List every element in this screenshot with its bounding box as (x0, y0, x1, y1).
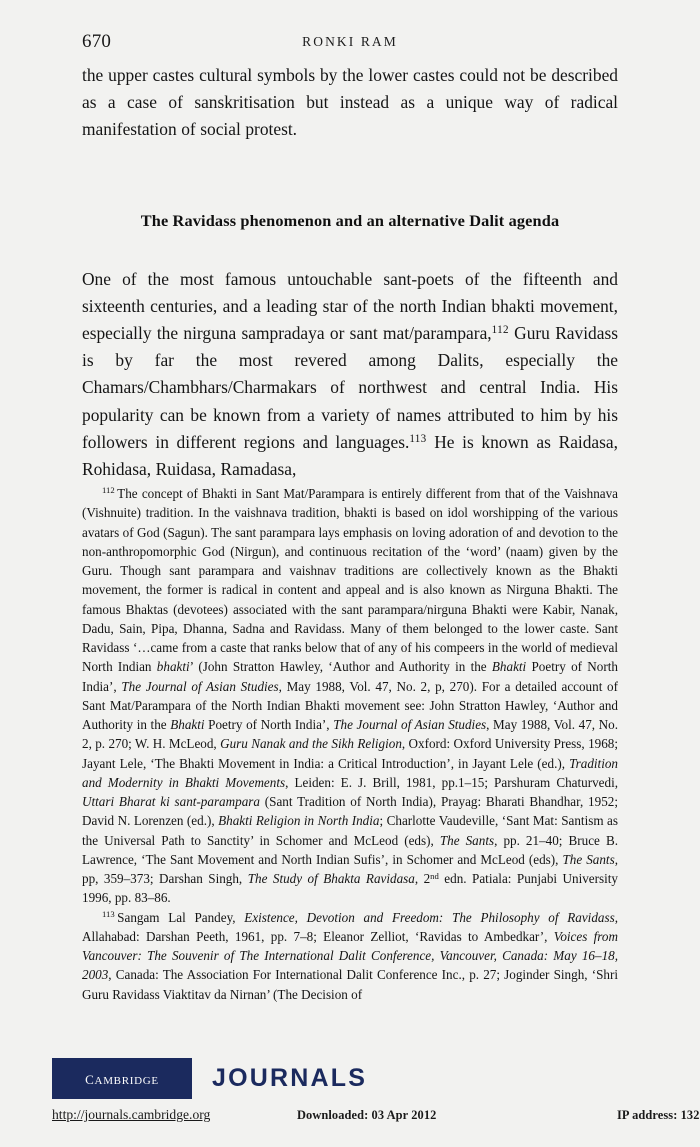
footnote-text: , Leiden: E. J. Brill, 1981, pp.1–15; Parshuram Chaturvedi, (285, 774, 619, 790)
footnote-text: ’ (John Stratton Hawley, ‘Author and Authority in the (189, 659, 492, 675)
footnote-text: The concept of Bhakti in Sant Mat/Parampara is entirely different from that of the Vaishnava (Vishnuite) tradition. In the vaishnava tradition, bhakti is based on idol worshipping of the various avatars of God (Sagun). The sant parampara lays emphasis on loving adoration of and devotion to the non-anthropomorphic God (Nirgun), and continuous recitation of the ‘word’ (naam) given by the Guru. Though sant parampara and vaishnav traditions are collectively known as the Bhakti movement, the former is radical in content and appeal and is also known as Nirguna Bhakti. The famous Bhaktas (devotees) associated with the sant parampara/nirguna Bhakti were Kabir, Nanak, Dadu, Sain, Pipa, Dhanna, Sadna and Ravidass. Many of them belonged to the lower caste. Sant Ravidass ‘…came from a caste that ranks below that of any of his compeers in the world of medieval North Indian (82, 486, 618, 675)
journals-url-link[interactable]: http://journals.cambridge.org (52, 1107, 211, 1122)
journals-wordmark: JOURNALS (212, 1064, 368, 1092)
spacer-after-heading (82, 233, 618, 266)
footnote-text: Poetry of North India’, (204, 717, 334, 732)
footnote-title-italic: Uttari Bharat ki sant-parampara (82, 794, 260, 809)
footnote-113 (82, 908, 618, 1004)
footnote-text: , pp, 359–373; Darshan Singh, (82, 851, 618, 886)
page-footer (0, 1055, 700, 1147)
page-number: 670 (82, 31, 112, 52)
footnote-title-italic: Voices from Vancouver: The Souvenir of The International Dalit Conference, Vancouver, Canada: May 16–18, 2003 (82, 928, 618, 983)
footnote-title-italic: The Sants (439, 832, 495, 848)
running-head-title: RONKI RAM (302, 34, 398, 49)
footnote-title-italic: The Sants (562, 851, 615, 867)
footnote-title-italic: Bhakti Religion in North India (218, 813, 380, 829)
footnote-text: , pp. 21–40; Bruce B. Lawrence, ‘The Sant Movement and North Indian Sufis’, in Schomer and McLeod (eds), (82, 832, 618, 867)
paragraph-main-part1: One of the most famous untouchable sant-poets of the fifteenth and sixteenth centuries, and a leading star of the north Indian bhakti movement, especially the nirguna sampradaya or sant mat/parampara, (82, 268, 618, 344)
footnote-text: edn. Patiala: Punjabi University 1996, pp. 83–86. (82, 871, 619, 906)
footnote-text: , Oxford: Oxford University Press, 1968; Jayant Lele, ‘The Bhakti Movement in India: a Critical Introduction’, in Jayant Lele (ed.), (82, 736, 618, 771)
running-head (82, 31, 618, 55)
footnote-text: , May 1988, Vol. 47, No. 2, p. 270; W. H. McLeod, (82, 717, 619, 752)
spacer-before-heading (82, 144, 618, 209)
footnote-text: , May 1988, Vol. 47, No. 2, p, 270). For a detailed account of Sant Mat/Parampara of the North Indian Bhakti movement see: John Stratton Hawley, ‘Author and Authority in the (82, 678, 618, 732)
footnotes-block (82, 484, 618, 1004)
footnote-text: (Sant Tradition of North India), Prayag: Bharati Bhandhar, 1952; David N. Lorenzen (ed.), (82, 794, 618, 829)
cambridge-journals-logo (52, 1058, 367, 1099)
footnote-title-italic: Bhakti (491, 659, 527, 675)
cambridge-badge (52, 1058, 192, 1099)
footnote-text: Sangam Lal Pandey, (117, 909, 245, 925)
footnote-title-italic: The Journal of Asian Studies (121, 678, 279, 694)
footnote-title-italic: Guru Nanak and the Sikh Religion (220, 736, 402, 752)
footnote-text: , Allahabad: Darshan Peeth, 1961, pp. 7–8; Eleanor Zelliot, ‘Ravidas to Ambedkar’, (82, 909, 618, 944)
footnote-title-italic: The Journal of Asian Studies (333, 717, 487, 732)
cambridge-wordmark: cambridge (85, 1067, 159, 1089)
footnote-text: ; Charlotte Vaudeville, ‘Sant Mat: Santism as the Universal Path to Sanctity’ in Schomer and McLeod (eds), (82, 813, 618, 848)
footnote-text: Poetry of North India’, (82, 659, 618, 694)
section-heading: The Ravidass phenomenon and an alternative Dalit agenda (140, 210, 560, 230)
body-text-area (82, 62, 618, 483)
paragraph-main-part2: Guru Ravidass is by far the most revered among Dalits, especially the Chamars/Chambhars/Charmakars of northwest and central India. His popularity can be known from a variety of names attributed to him by his followers in different regions and languages. (82, 323, 618, 452)
footnote-number: 112 (102, 485, 115, 496)
footnote-text: , Canada: The Association For International Dalit Conference Inc., p. 27; Joginder Singh, ‘Shri Guru Ravidass Viaktitav da Nirnan’ (The Decision of (82, 967, 618, 1002)
footnote-text: , 2 (414, 871, 431, 886)
footnote-reference-113[interactable]: 113 (409, 433, 427, 446)
ordinal-suffix: nd (430, 871, 439, 882)
footnote-title-italic: Tradition and Modernity in Bhakti Movements (82, 755, 618, 790)
paragraph-main (82, 266, 618, 484)
footnote-title-italic: Bhakti (170, 717, 205, 732)
footnote-112 (82, 484, 618, 908)
paragraph-main-part3: He is known as Raidasa, Rohidasa, Ruidasa, Ramadasa, (82, 431, 618, 480)
footnote-title-italic: bhakti (156, 659, 190, 675)
footer-meta-line (52, 1107, 700, 1129)
downloaded-date: Downloaded: 03 Apr 2012 (297, 1108, 437, 1122)
footnote-reference-112[interactable]: 112 (491, 324, 509, 337)
footnote-number: 113 (102, 908, 115, 919)
footnote-title-italic: The Study of Bhakta Ravidasa (247, 871, 415, 886)
footnote-title-italic: Existence, Devotion and Freedom: The Philosophy of Ravidass (244, 909, 615, 925)
ip-address: IP address: 132 (617, 1108, 700, 1122)
paragraph-continued: the upper castes cultural symbols by the lower castes could not be described as a case of sanskritisation but instead as a unique way of radical manifestation of social protest. (82, 65, 618, 140)
